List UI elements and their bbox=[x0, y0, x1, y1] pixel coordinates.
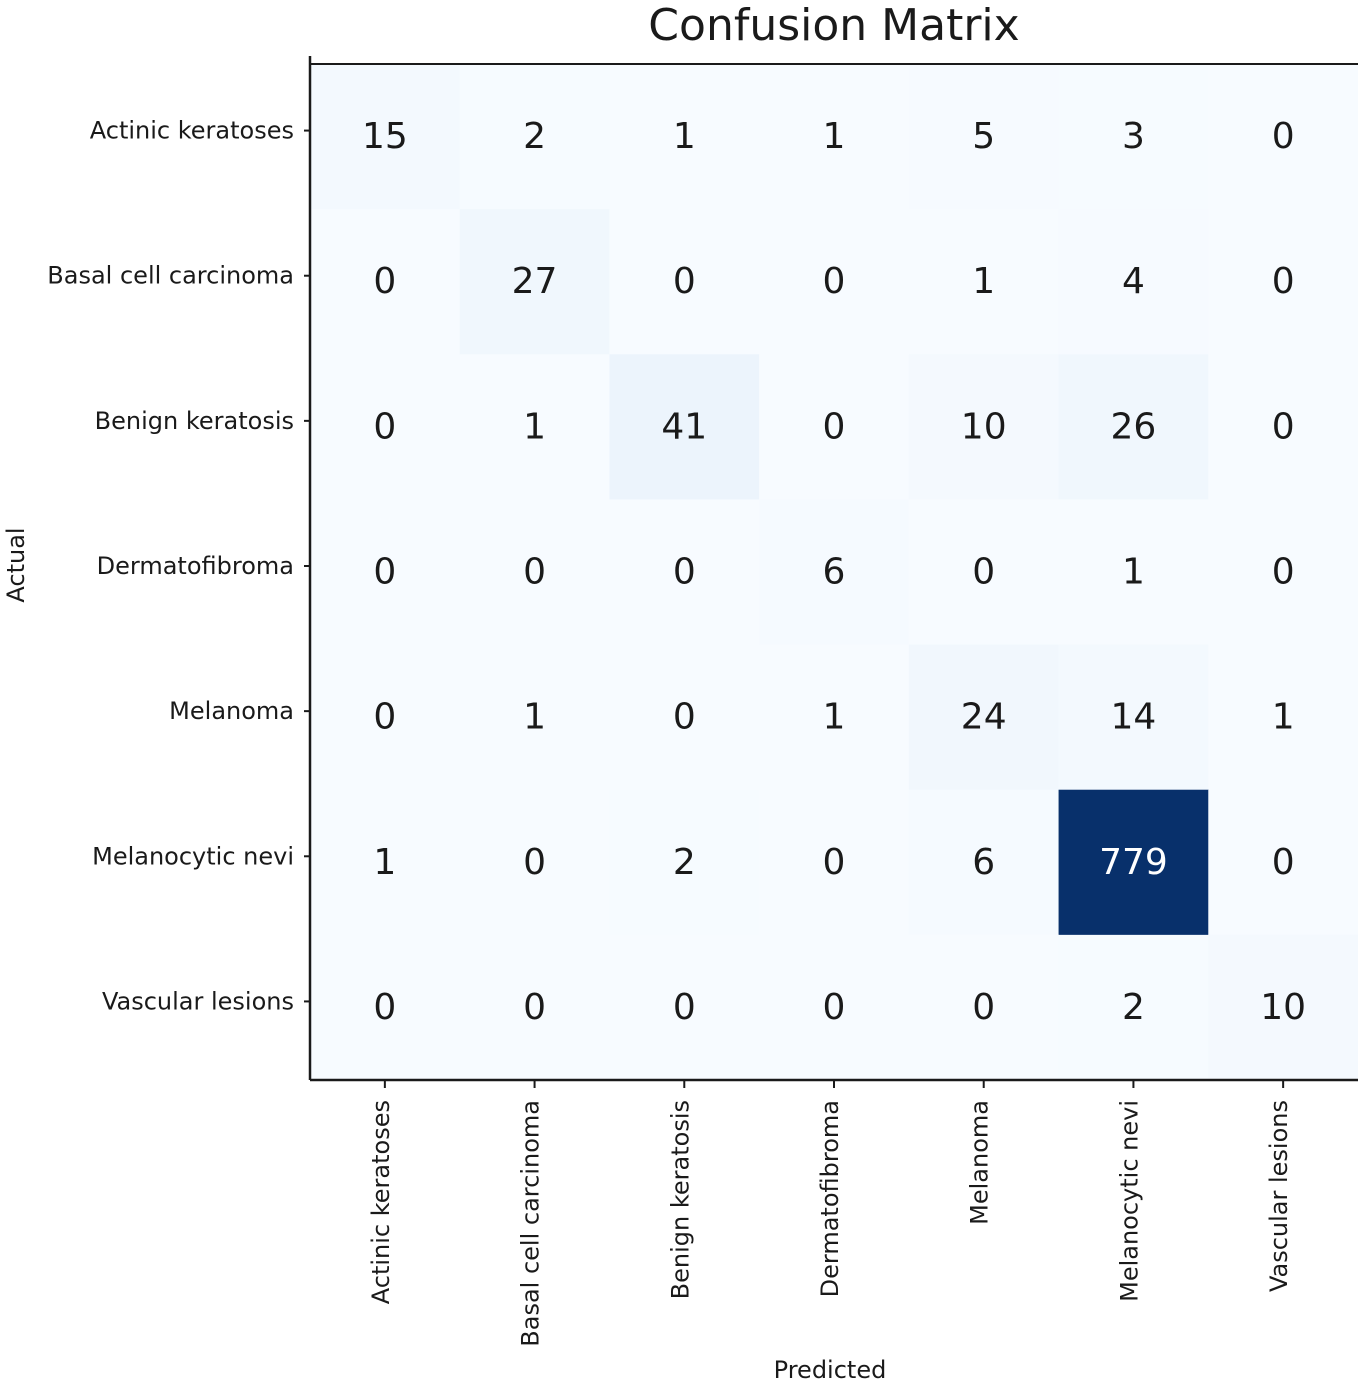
cell-value-r3-c3: 6 bbox=[822, 551, 846, 593]
cell-value-r5-c2: 2 bbox=[672, 841, 696, 883]
cell-value-r6-c3: 0 bbox=[822, 986, 846, 1028]
x-tick-label-5: Melanocytic nevi bbox=[1115, 1100, 1144, 1302]
cell-value-r6-c6: 10 bbox=[1260, 986, 1307, 1028]
cell-value-r5-c1: 0 bbox=[523, 841, 547, 883]
cell-value-r6-c0: 0 bbox=[373, 986, 397, 1028]
cell-value-r4-c4: 24 bbox=[960, 696, 1007, 738]
y-tick-label-4: Melanoma bbox=[169, 697, 294, 726]
x-tick-label-0: Actinic keratoses bbox=[366, 1100, 395, 1305]
cell-value-r6-c1: 0 bbox=[523, 986, 547, 1028]
cell-value-r0-c4: 5 bbox=[972, 116, 996, 158]
y-axis-label: Actual bbox=[2, 527, 30, 603]
y-tick-label-2: Benign keratosis bbox=[94, 406, 294, 435]
x-tick-label-2: Benign keratosis bbox=[666, 1100, 695, 1300]
cell-value-r6-c2: 0 bbox=[672, 986, 696, 1028]
cell-value-r2-c0: 0 bbox=[373, 406, 397, 448]
cell-value-r2-c3: 0 bbox=[822, 406, 846, 448]
y-tick-label-1: Basal cell carcinoma bbox=[47, 261, 294, 290]
cell-value-r0-c6: 0 bbox=[1271, 116, 1295, 158]
cell-value-r4-c0: 0 bbox=[373, 696, 397, 738]
cell-value-r4-c5: 14 bbox=[1110, 696, 1157, 738]
cell-value-r1-c4: 1 bbox=[972, 261, 996, 303]
cell-value-r3-c4: 0 bbox=[972, 551, 996, 593]
y-tick-label-5: Melanocytic nevi bbox=[92, 842, 294, 871]
x-tick-label-6: Vascular lesions bbox=[1265, 1100, 1294, 1293]
cell-value-r3-c6: 0 bbox=[1271, 551, 1295, 593]
chart-title: Confusion Matrix bbox=[648, 0, 1020, 51]
cell-value-r0-c2: 1 bbox=[672, 116, 696, 158]
x-axis-label: Predicted bbox=[773, 1356, 887, 1382]
cell-value-r4-c2: 0 bbox=[672, 696, 696, 738]
cell-value-r3-c2: 0 bbox=[672, 551, 696, 593]
cell-value-r4-c6: 1 bbox=[1271, 696, 1295, 738]
cell-value-r4-c1: 1 bbox=[523, 696, 547, 738]
cell-value-r2-c1: 1 bbox=[523, 406, 547, 448]
y-tick-label-6: Vascular lesions bbox=[101, 987, 294, 1016]
cell-value-r2-c6: 0 bbox=[1271, 406, 1295, 448]
cell-value-r3-c0: 0 bbox=[373, 551, 397, 593]
cell-value-r5-c5: 779 bbox=[1099, 841, 1168, 883]
cell-value-r5-c3: 0 bbox=[822, 841, 846, 883]
cell-value-r3-c5: 1 bbox=[1121, 551, 1145, 593]
cell-value-r4-c3: 1 bbox=[822, 696, 846, 738]
cell-value-r5-c0: 1 bbox=[373, 841, 397, 883]
cell-value-r5-c6: 0 bbox=[1271, 841, 1295, 883]
x-axis-ticks bbox=[367, 1080, 1293, 1347]
x-tick-label-4: Melanoma bbox=[965, 1100, 994, 1225]
y-tick-label-0: Actinic keratoses bbox=[89, 116, 294, 145]
cell-value-r2-c5: 26 bbox=[1110, 406, 1157, 448]
cell-value-r1-c3: 0 bbox=[822, 261, 846, 303]
cell-value-r6-c4: 0 bbox=[972, 986, 996, 1028]
cell-value-r0-c1: 2 bbox=[523, 116, 547, 158]
x-tick-label-3: Dermatofibroma bbox=[816, 1100, 844, 1298]
cell-value-r2-c4: 10 bbox=[960, 406, 1007, 448]
cell-value-r1-c1: 27 bbox=[511, 261, 558, 303]
cell-value-r1-c0: 0 bbox=[373, 261, 397, 303]
cell-value-r5-c4: 6 bbox=[972, 841, 996, 883]
cell-value-r0-c0: 15 bbox=[361, 116, 408, 158]
cell-value-r0-c5: 3 bbox=[1121, 116, 1145, 158]
cell-value-r1-c5: 4 bbox=[1121, 261, 1145, 303]
y-tick-label-3: Dermatofibroma bbox=[96, 552, 294, 580]
y-axis-ticks bbox=[47, 117, 310, 1016]
cell-value-r2-c2: 41 bbox=[661, 406, 708, 448]
cell-value-r0-c3: 1 bbox=[822, 116, 846, 158]
cell-value-r3-c1: 0 bbox=[523, 551, 547, 593]
cell-value-r1-c2: 0 bbox=[672, 261, 696, 303]
cell-value-r6-c5: 2 bbox=[1121, 986, 1145, 1028]
x-tick-label-1: Basal cell carcinoma bbox=[516, 1100, 545, 1347]
cell-value-r1-c6: 0 bbox=[1271, 261, 1295, 303]
